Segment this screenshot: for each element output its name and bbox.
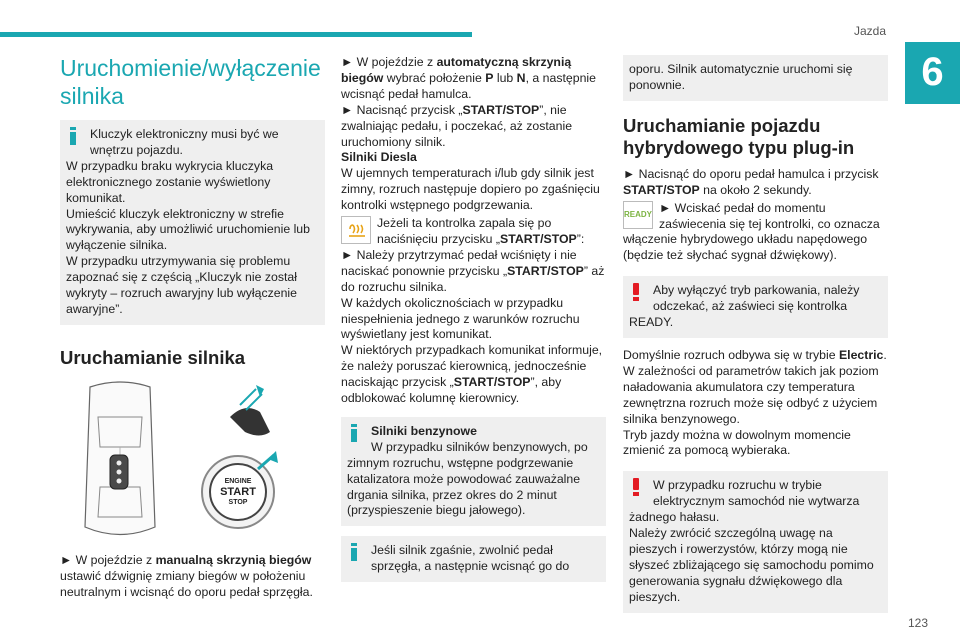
glow-text: Jeżeli ta kontrolka zapala się po bbox=[377, 216, 552, 231]
warning-note-parking bbox=[623, 276, 888, 338]
ready-row bbox=[623, 201, 888, 233]
ready-text: zaświecenia się tej kontrolki, co oznacza bbox=[659, 216, 880, 231]
ready-text: włączenie hybrydowego układu napędowego bbox=[623, 232, 868, 247]
note-text: wnętrzu pojazdu. bbox=[90, 142, 183, 157]
warning-text: READY. bbox=[629, 315, 674, 330]
default-mode-text: zmienić za pomocą wybieraka. bbox=[623, 443, 791, 458]
info-icon bbox=[351, 543, 357, 561]
chapter-title: Jazda bbox=[853, 24, 886, 38]
default-mode-text: Domyślnie rozruch odbywa się w trybie Electric. bbox=[623, 347, 887, 362]
start-stop-button-label bbox=[216, 477, 260, 507]
hold-pedal-text: ► Należy przytrzymać pedał wciśnięty i nie bbox=[341, 247, 577, 262]
warning-text: słyszeć zbliżającego się samochodu pomimo bbox=[629, 557, 874, 572]
diesel-heading: Silniki Diesla bbox=[341, 150, 417, 165]
manual-gearbox-text: ► W pojeździe z manualną skrzynią biegów bbox=[60, 552, 312, 567]
note-text: Kluczyk elektroniczny musi być we bbox=[90, 127, 279, 141]
petrol-text: W przypadku silników benzynowych, po bbox=[371, 439, 588, 454]
stall-text: sprzęgła, a następnie wcisnąć go do bbox=[371, 559, 570, 574]
warning-note-silent bbox=[623, 471, 888, 612]
hold-pedal-text: że należy poruszać kierownicą, jednocześnie bbox=[341, 359, 587, 374]
glow-plug-row bbox=[341, 216, 606, 248]
diesel-text: W ujemnych temperaturach i/lub gdy silnik jest bbox=[341, 166, 594, 181]
default-mode-text: naładowania akumulatora czy temperatura bbox=[623, 379, 855, 394]
info-icon bbox=[70, 127, 76, 145]
page-number: 123 bbox=[907, 616, 928, 630]
note-text: elektronicznego zostanie wyświetlony bbox=[66, 174, 271, 189]
warning-text: pieszych i rowerzystów, którzy mogą nie bbox=[629, 541, 848, 556]
key-fob-illustration bbox=[60, 377, 325, 547]
note-text: zapoznać się z częścią „Kluczyk nie został bbox=[66, 270, 298, 285]
auto-gearbox-text: ► W pojeździe z automatyczną skrzynią bbox=[341, 55, 572, 69]
column-3 bbox=[623, 55, 888, 619]
hold-pedal-text: naciskając przycisk „START/STOP”, aby bbox=[341, 375, 562, 390]
petrol-text: zimnym rozruchu, wstępne podgrzewanie bbox=[347, 455, 574, 470]
info-note-continued bbox=[623, 55, 888, 101]
warning-text: W przypadku rozruchu w trybie bbox=[653, 478, 822, 493]
warning-icon bbox=[633, 478, 639, 496]
warning-text: odczekać, aż zaświeci się kontrolka bbox=[653, 299, 848, 314]
column-2 bbox=[341, 55, 606, 588]
section-title-hybrid: Uruchamianie pojazdu hybrydowego typu plug-in bbox=[623, 114, 855, 158]
illustration-key-and-start-button bbox=[60, 377, 325, 537]
ready-indicator-icon: READY bbox=[623, 201, 653, 229]
stall-text: Jeśli silnik zgaśnie, zwolnić pedał bbox=[371, 543, 553, 558]
info-icon bbox=[351, 424, 357, 442]
note-text: W przypadku utrzymywania się problemu bbox=[66, 254, 291, 269]
press-start-text: zwalniając pedału, i poczekać, aż zostanie bbox=[341, 118, 573, 133]
column-1 bbox=[60, 50, 325, 601]
info-note-petrol bbox=[341, 417, 606, 526]
info-note-key bbox=[60, 120, 325, 325]
warning-text: Należy zwrócić szczególną uwagę na bbox=[629, 526, 833, 541]
ready-text: (będzie też słychać sygnał dźwiękowy). bbox=[623, 248, 837, 263]
hold-pedal-text: naciskać ponownie przycisku „START/STOP” aż bbox=[341, 263, 605, 278]
section-title-start-engine: Uruchamianie silnika bbox=[60, 346, 246, 368]
note-text: Umieścić kluczyk elektroniczny w strefie bbox=[66, 206, 284, 221]
hold-pedal-text: wyświetlany jest komunikat. bbox=[341, 327, 493, 342]
auto-gearbox-text: wcisnąć pedał hamulca. bbox=[341, 86, 472, 101]
petrol-heading: Silniki benzynowe bbox=[371, 423, 477, 438]
hold-pedal-text: odblokować kolumnę kierownicy. bbox=[341, 391, 520, 406]
manual-gearbox-text: neutralnym i wcisnąć do oporu pedał sprzęgła. bbox=[60, 584, 313, 599]
diesel-text: zimny, rozruch następuje dopiero po zgaśnięciu bbox=[341, 182, 600, 197]
hybrid-start-text: ► Nacisnąć do oporu pedał hamulca i przycisk bbox=[623, 166, 879, 181]
note-text: W przypadku braku wykrycia kluczyka bbox=[66, 158, 274, 173]
auto-gearbox-text: biegów wybrać położenie P lub N, a następnie bbox=[341, 70, 596, 85]
start-label: START bbox=[220, 485, 256, 498]
note-text: awaryjne”. bbox=[66, 301, 123, 316]
engine-label: ENGINE bbox=[224, 477, 252, 485]
default-mode-text: Tryb jazdy można w dowolnym momencie bbox=[623, 427, 851, 442]
header-accent-bar bbox=[0, 32, 472, 37]
default-mode-text: silnika benzynowego. bbox=[623, 411, 740, 426]
press-start-text: uruchomiony silnik. bbox=[341, 134, 446, 149]
ready-text: ► Wciskać pedał do momentu bbox=[659, 200, 826, 215]
glow-plug-warning-icon bbox=[341, 216, 371, 244]
stop-label: STOP bbox=[228, 498, 248, 506]
continued-text: ponownie. bbox=[629, 77, 686, 92]
note-text: wyłączenie silnika. bbox=[66, 238, 168, 253]
warning-icon bbox=[633, 283, 639, 301]
note-text: wykryty – rozruch awaryjny lub wyłączenie bbox=[66, 286, 297, 301]
page-title: Uruchomienie/wyłączenie silnika bbox=[60, 55, 321, 109]
warning-text: elektrycznym samochód nie wytwarza bbox=[653, 494, 860, 509]
petrol-text: (przyspieszenie biegu jałowego). bbox=[347, 503, 526, 518]
warning-text: generowania sygnału dźwiękowego dla bbox=[629, 573, 843, 588]
continued-text: oporu. Silnik automatycznie uruchomi się bbox=[629, 62, 853, 76]
hold-pedal-text: W każdych okolicznościach w przypadku bbox=[341, 295, 564, 310]
hybrid-start-text: START/STOP na około 2 sekundy. bbox=[623, 182, 812, 197]
petrol-text: katalizatora może powodować zauważalne bbox=[347, 471, 581, 486]
info-note-stall bbox=[341, 536, 606, 582]
press-start-text: ► Nacisnąć przycisk „START/STOP”, nie bbox=[341, 102, 567, 117]
note-text: komunikat. bbox=[66, 190, 126, 205]
hold-pedal-text: do rozruchu silnika. bbox=[341, 279, 447, 294]
warning-text: Aby wyłączyć tryb parkowania, należy bbox=[653, 283, 860, 298]
warning-text: pieszych. bbox=[629, 589, 681, 604]
diesel-text: kontrolki wstępnego podgrzewania. bbox=[341, 198, 534, 213]
note-text: wykrywania, aby umożliwić uruchomienie lub bbox=[66, 222, 310, 237]
hold-pedal-text: W niektórych przypadkach komunikat informuje, bbox=[341, 343, 603, 358]
glow-text: naciśnięciu przycisku „START/STOP”: bbox=[377, 231, 585, 246]
chapter-number-tab: 6 bbox=[905, 42, 960, 104]
manual-gearbox-text: ustawić dźwignię zmiany biegów w położeniu bbox=[60, 568, 306, 583]
petrol-text: drgania silnika, przez okres do 2 minut bbox=[347, 487, 557, 502]
default-mode-text: W zależności od parametrów takich jak poziom bbox=[623, 363, 879, 378]
default-mode-text: zewnętrzna rozruch może się odbyć z użyciem bbox=[623, 395, 878, 410]
warning-text: żadnego hałasu. bbox=[629, 510, 720, 525]
hold-pedal-text: niespełnienia jednego z warunków rozruchu bbox=[341, 311, 580, 326]
